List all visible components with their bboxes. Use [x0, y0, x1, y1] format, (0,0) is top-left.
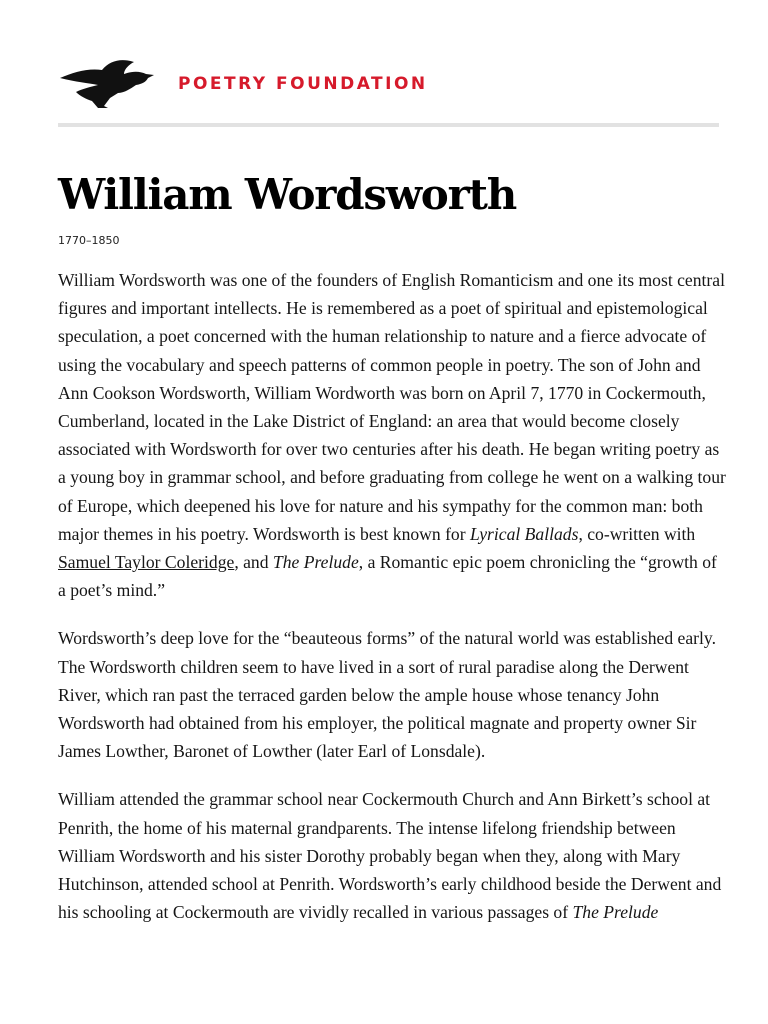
bio-text: , co-written with — [578, 523, 696, 544]
biography — [58, 266, 728, 946]
bird-logo-icon[interactable] — [58, 56, 156, 112]
work-title: The Prelude — [272, 552, 359, 573]
work-title: Lyrical Ballads — [469, 523, 579, 544]
bio-text: William Wordsworth was one of the founders of English Romanticism and one its most central figures and important intellects. He is remembered as a poet of spiritual and epistemological speculation, a poet concerned with the human relationship to nature and a fierce advocate of using the vocabulary and speech patterns of common people in poetry. The son of John and Ann Cookson Wordsworth, William Wordworth was born on April 7, 1770 in Cockermouth, Cumberland, located in the Lake District of England: an area that would become closely associated with Wordsworth for over two centuries after his death. He began writing poetry as a young boy in grammar school, and before graduating from college he went on a walking tour of Europe, which deepened his love for nature and his sympathy for the common man: both major themes in his poetry. Wordsworth is best known for — [58, 270, 726, 544]
poet-dates: 1770–1850 — [58, 234, 120, 247]
bio-paragraph-3 — [58, 785, 728, 926]
work-title: The Prelude — [572, 902, 659, 923]
site-header — [58, 56, 719, 112]
bio-text: , a Romantic epic poem chronicling the “growth of a poet’s mind.” — [58, 552, 717, 601]
bio-paragraph-2: Wordsworth’s deep love for the “beauteous forms” of the natural world was established early. The Wordsworth children seem to have lived in a sort of rural paradise along the Derwent River, which ran past the terraced garden below the ample house whose tenancy John Wordsworth had obtained from his employer, the political magnate and property owner Sir James Lowther, Baronet of Lowther (later Earl of Lonsdale). — [58, 628, 716, 762]
brand-name[interactable]: POETRY FOUNDATION — [178, 74, 428, 94]
bio-paragraph-1 — [58, 266, 728, 604]
bio-text: , and — [234, 552, 273, 573]
bio-text: William attended the grammar school near Cockermouth Church and Ann Birkett’s school at Penrith, the home of his maternal grandparents. The intense lifelong friendship between William Wordsworth and his sister Dorothy probably began when they, along with Mary Hutchinson, attended school at Penrith. Wordsworth’s early childhood beside the Derwent and his schooling at Cockermouth are vividly recalled in various passages of — [58, 789, 722, 923]
coleridge-link[interactable]: Samuel Taylor Coleridge — [58, 552, 235, 573]
poet-name: William Wordsworth — [58, 170, 517, 219]
header-divider — [58, 123, 719, 127]
